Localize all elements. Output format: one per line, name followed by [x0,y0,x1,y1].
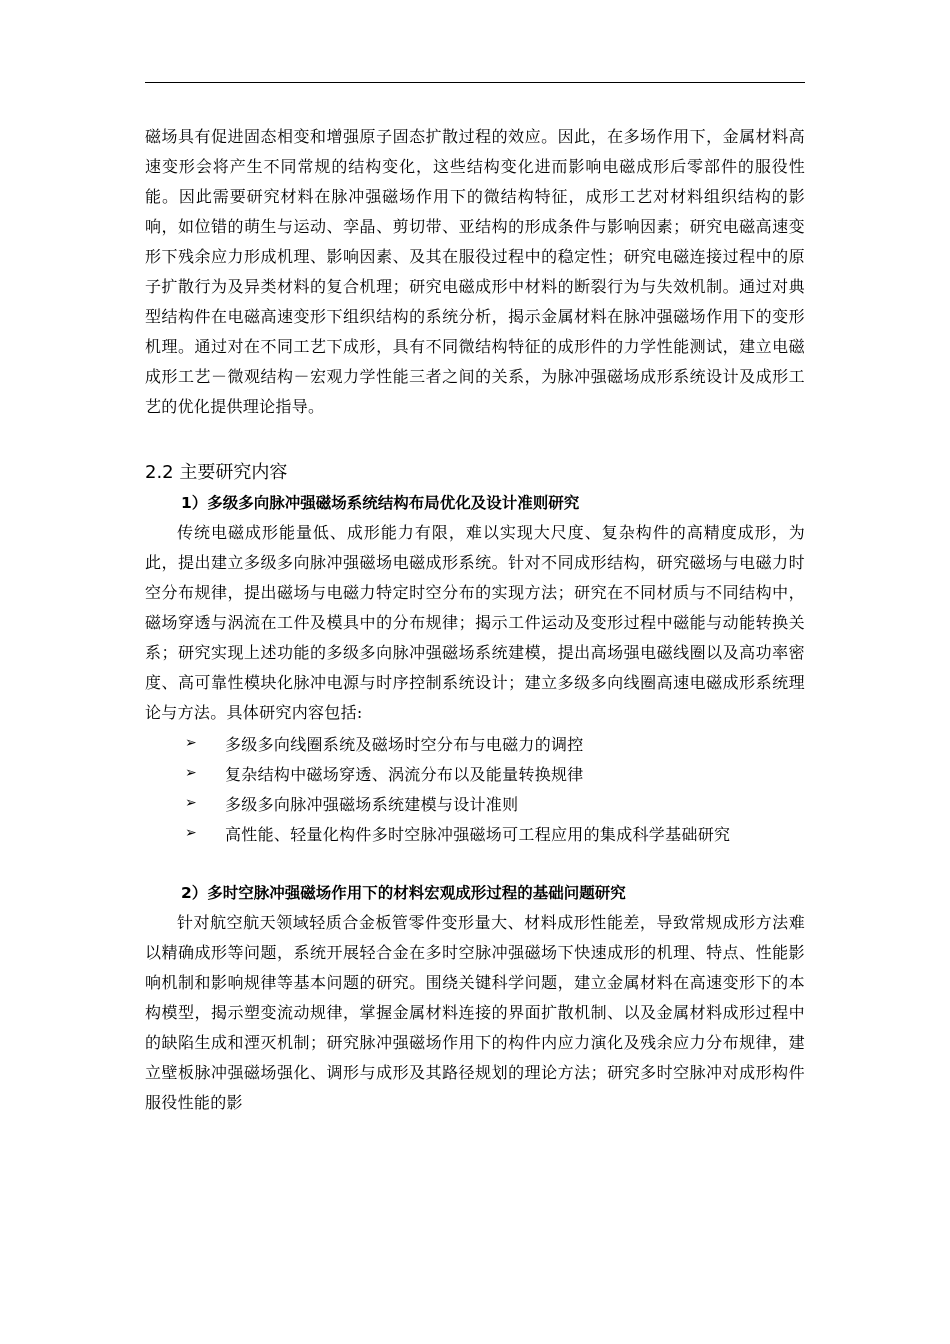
list-item-text: 多级多向脉冲强磁场系统建模与设计准则 [225,794,519,814]
list-item-text: 多级多向线圈系统及磁场时空分布与电磁力的调控 [225,734,584,754]
arrow-bullet-icon: ➢ [185,735,198,751]
arrow-bullet-icon: ➢ [185,765,198,781]
subsection-2-title: 2）多时空脉冲强磁场作用下的材料宏观成形过程的基础问题研究 [181,884,626,902]
list-item-text: 复杂结构中磁场穿透、涡流分布以及能量转换规律 [225,764,584,784]
document-body [145,122,805,1118]
subsection-1-title: 1）多级多向脉冲强磁场系统结构布局优化及设计准则研究 [181,494,580,512]
arrow-bullet-icon: ➢ [185,795,198,811]
list-item [145,728,805,758]
intro-paragraph: 磁场具有促进固态相变和增强原子固态扩散过程的效应。因此，在多场作用下，金属材料高速变形会将产生不同常规的结构变化，这些结构变化进而影响电磁成形后零部件的服役性能。因此需要研究材料在脉冲强磁场作用下的微结构特征，成形工艺对材料组织结构的影响，如位错的萌生与运动、孪晶、剪切带、亚结构的形成条件与影响因素；研究电磁高速变形下残余应力形成机理、影响因素、及其在服役过程中的稳定性；研究电磁连接过程中的原子扩散行为及异类材料的复合机理；研究电磁成形中材料的断裂行为与失效机制。通过对典型结构件在电磁高速变形下组织结构的系统分析，揭示金属材料在脉冲强磁场作用下的变形机理。通过对在不同工艺下成形，具有不同微结构特征的成形件的力学性能测试，建立电磁成形工艺－微观结构－宏观力学性能三者之间的关系，为脉冲强磁场成形系统设计及成形工艺的优化提供理论指导。 [145,127,805,416]
subsection-2-paragraph: 针对航空航天领域轻质合金板管零件变形量大、材料成形性能差，导致常规成形方法难以精确成形等问题，系统开展轻合金在多时空脉冲强磁场下快速成形的机理、特点、性能影响机制和影响规律等基本问题的研究。围绕关键科学问题，建立金属材料在高速变形下的本构模型，揭示塑变流动规律，掌握金属材料连接的界面扩散机制、以及金属材料成形过程中的缺陷生成和湮灭机制；研究脉冲强磁场作用下的构件内应力演化及残余应力分布规律，建立壁板脉冲强磁场强化、调形与成形及其路径规划的理论方法；研究多时空脉冲对成形构件服役性能的影 [145,913,805,1112]
header-rule [145,82,805,83]
bullet-list [145,728,805,848]
list-item [145,758,805,788]
list-item [145,818,805,848]
list-item-text: 高性能、轻量化构件多时空脉冲强磁场可工程应用的集成科学基础研究 [225,824,731,844]
arrow-bullet-icon: ➢ [185,825,198,841]
list-item [145,788,805,818]
subsection-1-paragraph: 传统电磁成形能量低、成形能力有限，难以实现大尺度、复杂构件的高精度成形，为此，提出建立多级多向脉冲强磁场电磁成形系统。针对不同成形结构，研究磁场与电磁力时空分布规律，提出磁场与电磁力特定时空分布的实现方法；研究在不同材质与不同结构中，磁场穿透与涡流在工件及模具中的分布规律；揭示工件运动及变形过程中磁能与动能转换关系；研究实现上述功能的多级多向脉冲强磁场系统建模，提出高场强电磁线圈以及高功率密度、高可靠性模块化脉冲电源与时序控制系统设计；建立多级多向线圈高速电磁成形系统理论与方法。具体研究内容包括: [145,523,805,722]
section-title: 2.2 主要研究内容 [145,462,288,483]
